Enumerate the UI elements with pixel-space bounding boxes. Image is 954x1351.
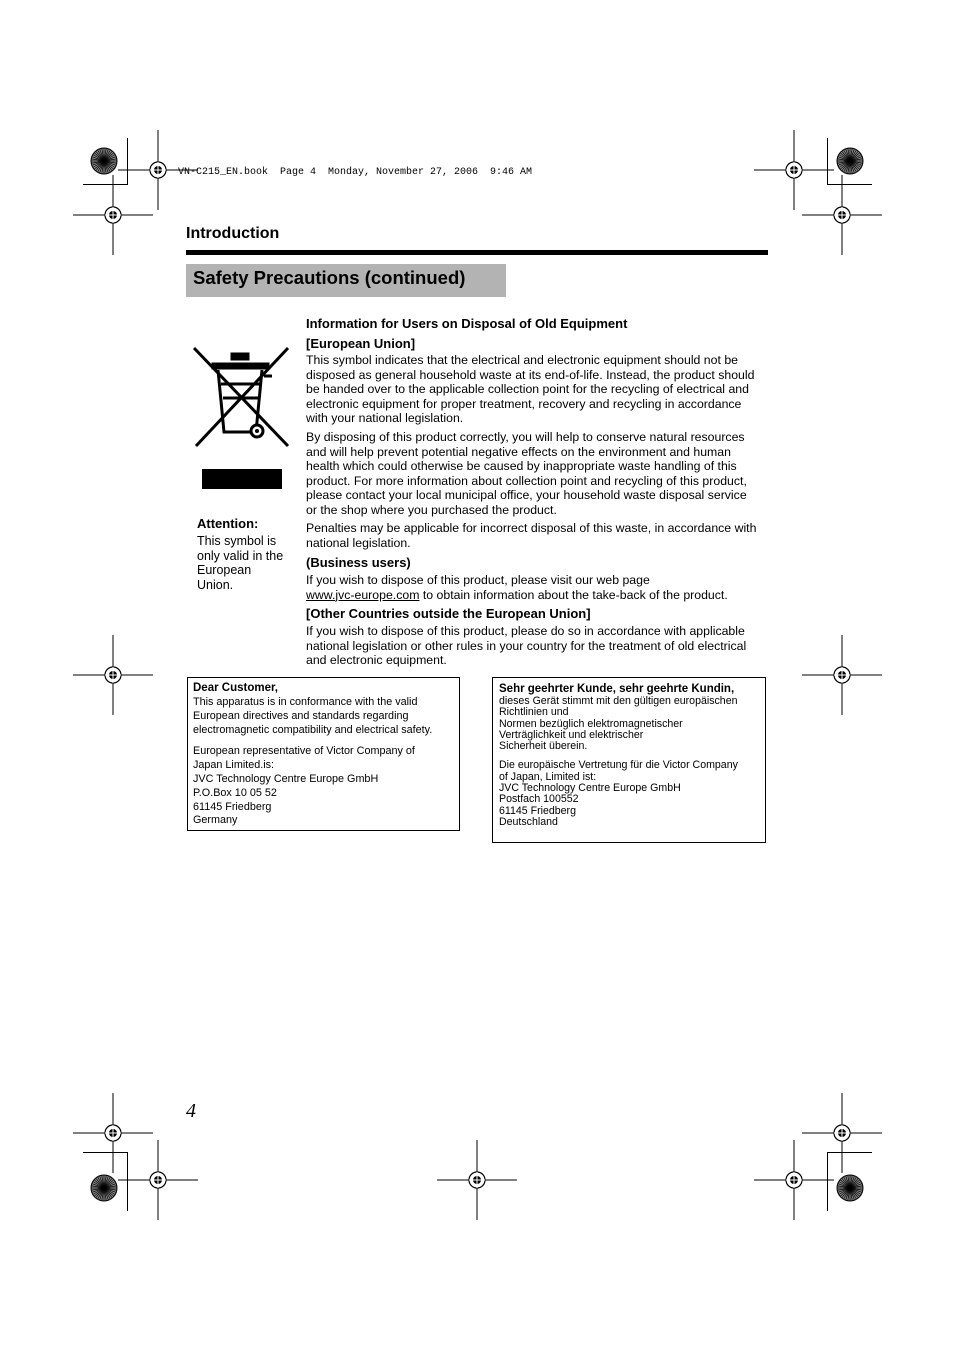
box-en-line: Japan Limited.is: [193, 759, 275, 772]
box-de-line: Richtlinien und [499, 706, 569, 719]
business-text-1: If you wish to dispose of this product, please visit our web page [306, 573, 650, 587]
star-target-icon [835, 146, 865, 176]
box-en-line: electromagnetic compatibility and electrical safety. [193, 723, 433, 736]
crop-line [827, 138, 828, 185]
crossed-out-bin-icon [190, 344, 292, 452]
book-file-header: VN-C215_EN.book Page 4 Monday, November 27, 2006 9:46 AM [178, 167, 533, 178]
other-countries-paragraph: If you wish to dispose of this product, please do so in accordance with applicable national legislation or other rules in your country for the treatment of old electrical and electronic equipment. [306, 624, 747, 667]
attention-title: Attention: [197, 516, 259, 531]
black-bar [202, 469, 282, 489]
eu-paragraph-2: By disposing of this product correctly, you will help to conserve natural resources and will help prevent potential negative effects on the environment and human health which could otherwise be caused by inappropriate waste handling of this product. For more information about collection point and recycling of this product, please contact your local municipal office, your household waste disposal service or the shop where you purchased the product. [306, 430, 747, 517]
box-de-line: of Japan, Limited ist: [499, 770, 597, 783]
business-heading: (Business users) [306, 555, 411, 570]
crop-line [827, 1152, 872, 1153]
page-number: 4 [186, 1100, 196, 1122]
box-en-line: P.O.Box 10 05 52 [193, 786, 277, 799]
dear-customer-box [187, 677, 460, 831]
registration-mark-icon [73, 635, 153, 715]
box-en-line: Germany [193, 814, 238, 827]
business-text-2: to obtain information about the take-back of the product. [419, 587, 728, 602]
eu-paragraph-1: This symbol indicates that the electrical and electronic equipment should not be disposed as general household waste at its end-of-life. Instead, the product should be handed over to the applicable collection point for the recycling of electrical and electronic equipment for proper treatment, recovery and recycling in accordance with your national legislation. [306, 353, 755, 425]
box-en-line: 61145 Friedberg [193, 800, 272, 813]
dear-customer-heading: Dear Customer, [193, 682, 279, 694]
star-target-icon [89, 146, 119, 176]
page-title-box [186, 264, 506, 297]
box-de-line: Sicherheit überein. [499, 740, 588, 753]
other-countries-heading: [Other Countries outside the European Union] [306, 606, 591, 621]
crop-line [127, 138, 128, 185]
section-rule [186, 250, 768, 255]
crop-line [83, 184, 128, 185]
sehr-geehrter-kunde-box [492, 677, 766, 843]
eu-paragraph-3: Penalties may be applicable for incorrect disposal of this waste, in accordance with national legislation. [306, 521, 757, 550]
box-en-line: JVC Technology Centre Europe GmbH [193, 772, 379, 785]
box-de-line: Verträglichkeit und elektrischer [499, 728, 644, 741]
box-de-line: JVC Technology Centre Europe GmbH [499, 782, 681, 795]
eu-heading: [European Union] [306, 336, 416, 351]
crop-line [83, 1152, 128, 1153]
disposal-heading: Information for Users on Disposal of Old Equipment [306, 316, 628, 331]
crop-line [827, 184, 872, 185]
registration-mark-icon [437, 1140, 517, 1220]
box-en-line: European directives and standards regarding [193, 709, 409, 722]
box-de-line: Deutschland [499, 815, 558, 828]
jvc-europe-link[interactable]: www.jvc-europe.com [306, 587, 420, 602]
crop-line [127, 1152, 128, 1211]
box-en-line: European representative of Victor Company of [193, 745, 415, 758]
box-en-line: This apparatus is in conformance with the valid [193, 696, 418, 708]
registration-mark-icon [754, 1140, 834, 1220]
star-target-icon [89, 1173, 119, 1203]
page-title: Safety Precautions (continued) [193, 267, 466, 288]
registration-mark-icon [802, 175, 882, 255]
box-de-line: dieses Gerät stimmt mit den gültigen europäischen [499, 695, 738, 707]
attention-text: This symbol is only valid in the European Union. [197, 534, 284, 592]
registration-mark-icon [118, 1140, 198, 1220]
crop-line [827, 1152, 828, 1211]
box-de-line: Normen bezüglich elektromagnetischer [499, 717, 683, 730]
box-de-line: 61145 Friedberg [499, 804, 576, 817]
box-de-line: Postfach 100552 [499, 793, 579, 806]
business-paragraph [306, 573, 758, 602]
star-target-icon [835, 1173, 865, 1203]
section-label: Introduction [186, 225, 280, 242]
registration-mark-icon [802, 635, 882, 715]
sehr-geehrter-kunde-heading: Sehr geehrter Kunde, sehr geehrte Kundin, [499, 683, 735, 695]
box-de-line: Die europäische Vertretung für die Victor Company [499, 759, 738, 772]
registration-mark-icon [73, 175, 153, 255]
